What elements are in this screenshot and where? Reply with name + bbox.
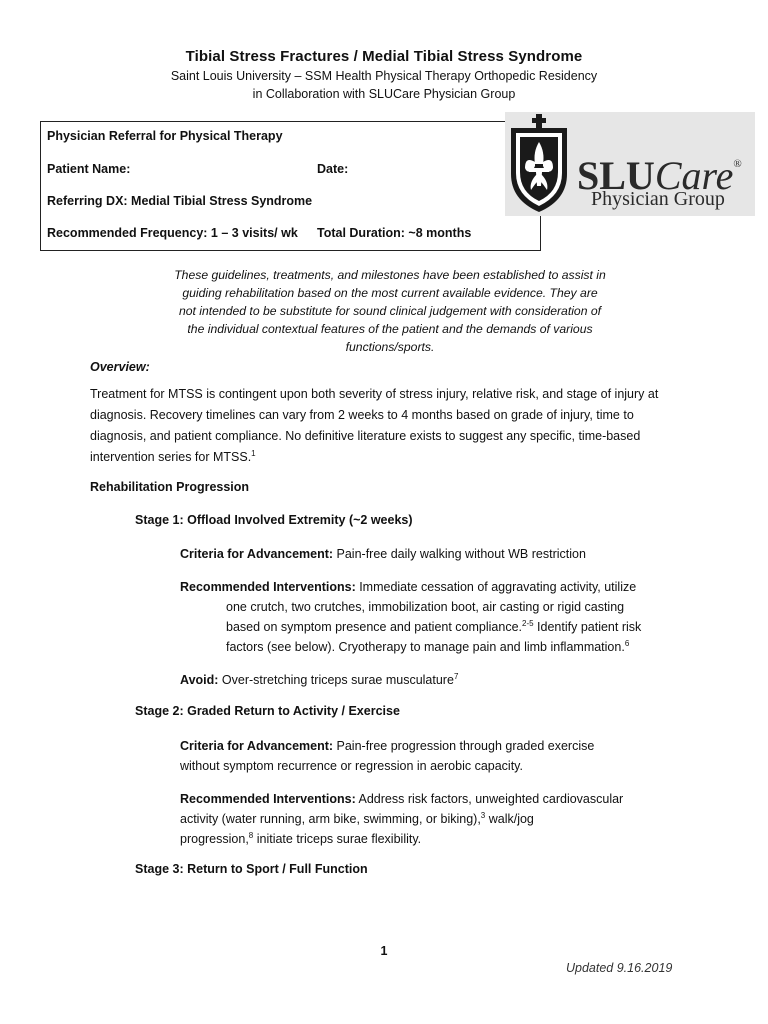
- stage1-avoid: [180, 670, 650, 690]
- stage1-criteria: [180, 544, 650, 564]
- stage2-criteria: [180, 736, 650, 776]
- referral-box: [40, 121, 541, 251]
- disclaimer-line: not intended to be substitute for sound clinical judgement with consideration of: [178, 304, 602, 318]
- total-duration: Total Duration: ~8 months: [317, 226, 472, 240]
- stage1-interventions-text: based on symptom presence and patient compliance.: [226, 620, 523, 634]
- stage1-criteria-label: Criteria for Advancement:: [180, 547, 334, 561]
- physician-group-text: Physician Group: [591, 188, 725, 210]
- overview-text: Treatment for MTSS is contingent upon both severity of stress injury, relative risk, and stage of injury at diagnosis. Recovery timelines can vary from 2 weeks to 4 months based on grade of injury, time to diagnosis, and patient compliance. No definitive literature exists to suggest any specific, time-based intervention series for MTSS.: [90, 387, 659, 464]
- citation-ref: 8: [248, 831, 254, 840]
- citation-ref: 7: [453, 672, 459, 681]
- stage2-interventions-text: initiate triceps surae flexibility.: [253, 832, 422, 846]
- patient-name-label: Patient Name:: [47, 162, 131, 176]
- stage2-interventions-line3: [180, 829, 650, 849]
- stage2-interventions: [180, 789, 650, 849]
- stage1-avoid-text: Over-stretching triceps surae musculature: [218, 673, 454, 687]
- stage2-interventions-text: progression,: [180, 832, 249, 846]
- date-label: Date:: [317, 162, 349, 176]
- stage1-criteria-text: Pain-free daily walking without WB restriction: [333, 547, 586, 561]
- stage2-interventions-line2: [180, 809, 650, 829]
- citation-ref: 2-5: [522, 619, 534, 628]
- stage1-avoid-label: Avoid:: [180, 673, 219, 687]
- stage1-interventions-text: factors (see below). Cryotherapy to manage pain and limb inflammation.: [226, 640, 625, 654]
- stage2-criteria-text: without symptom recurrence or regression in aerobic capacity.: [180, 759, 523, 773]
- stage1-interventions-label: Recommended Interventions:: [180, 580, 356, 594]
- stage2-interventions-label: Recommended Interventions:: [180, 792, 356, 806]
- stage1-interventions-line3: [180, 617, 650, 637]
- stage2-title: Stage 2: Graded Return to Activity / Exercise: [135, 704, 400, 718]
- citation-ref: 1: [251, 449, 256, 458]
- disclaimer-line: These guidelines, treatments, and milestones have been established to assist in: [174, 268, 606, 282]
- stage2-interventions-text: activity (water running, arm bike, swimming, or biking),: [180, 812, 481, 826]
- stage3-title: Stage 3: Return to Sport / Full Function: [135, 862, 368, 876]
- slucare-wordmark-care: Care: [654, 153, 734, 198]
- stage2-interventions-text: Address risk factors, unweighted cardiovascular: [355, 792, 624, 806]
- disclaimer-line: functions/sports.: [345, 340, 435, 354]
- slucare-logo: [505, 112, 755, 216]
- disclaimer-line: guiding rehabilitation based on the most current available evidence. They are: [182, 286, 598, 300]
- overview-heading: Overview:: [90, 360, 150, 374]
- citation-ref: 6: [624, 639, 630, 648]
- referral-heading: Physician Referral for Physical Therapy: [47, 129, 283, 143]
- stage2-interventions-text: walk/jog: [485, 812, 534, 826]
- slucare-wordmark-slu: SLU: [577, 153, 655, 198]
- stage1-interventions-text: Identify patient risk: [533, 620, 642, 634]
- document-title: Tibial Stress Fractures / Medial Tibial Stress Syndrome: [185, 48, 583, 65]
- referring-dx: Referring DX: Medial Tibial Stress Syndrome: [47, 194, 313, 208]
- rehab-progression-heading: Rehabilitation Progression: [90, 480, 250, 494]
- stage1-interventions-text: Immediate cessation of aggravating activity, utilize: [355, 580, 637, 594]
- registered-mark: ®: [733, 158, 742, 170]
- recommended-frequency: Recommended Frequency: 1 – 3 visits/ wk: [47, 226, 298, 240]
- stage2-criteria-label: Criteria for Advancement:: [180, 739, 334, 753]
- document-subtitle-collaboration: in Collaboration with SLUCare Physician Group: [252, 87, 516, 101]
- citation-ref: 3: [480, 811, 486, 820]
- updated-date: Updated 9.16.2019: [566, 961, 673, 975]
- stage1-interventions-line4: [180, 637, 650, 657]
- disclaimer-line: the individual contextual features of the patient and the demands of various: [187, 322, 593, 336]
- stage2-criteria-text: Pain-free progression through graded exercise: [333, 739, 595, 753]
- document-subtitle-institution: Saint Louis University – SSM Health Physical Therapy Orthopedic Residency: [170, 69, 598, 83]
- disclaimer: [160, 266, 620, 356]
- stage1-title: Stage 1: Offload Involved Extremity (~2 weeks): [135, 513, 413, 527]
- stage1-interventions-text: one crutch, two crutches, immobilization boot, air casting or rigid casting: [226, 600, 625, 614]
- stage1-interventions: [180, 577, 650, 657]
- page-number: 1: [380, 944, 388, 958]
- overview-paragraph: [90, 384, 690, 468]
